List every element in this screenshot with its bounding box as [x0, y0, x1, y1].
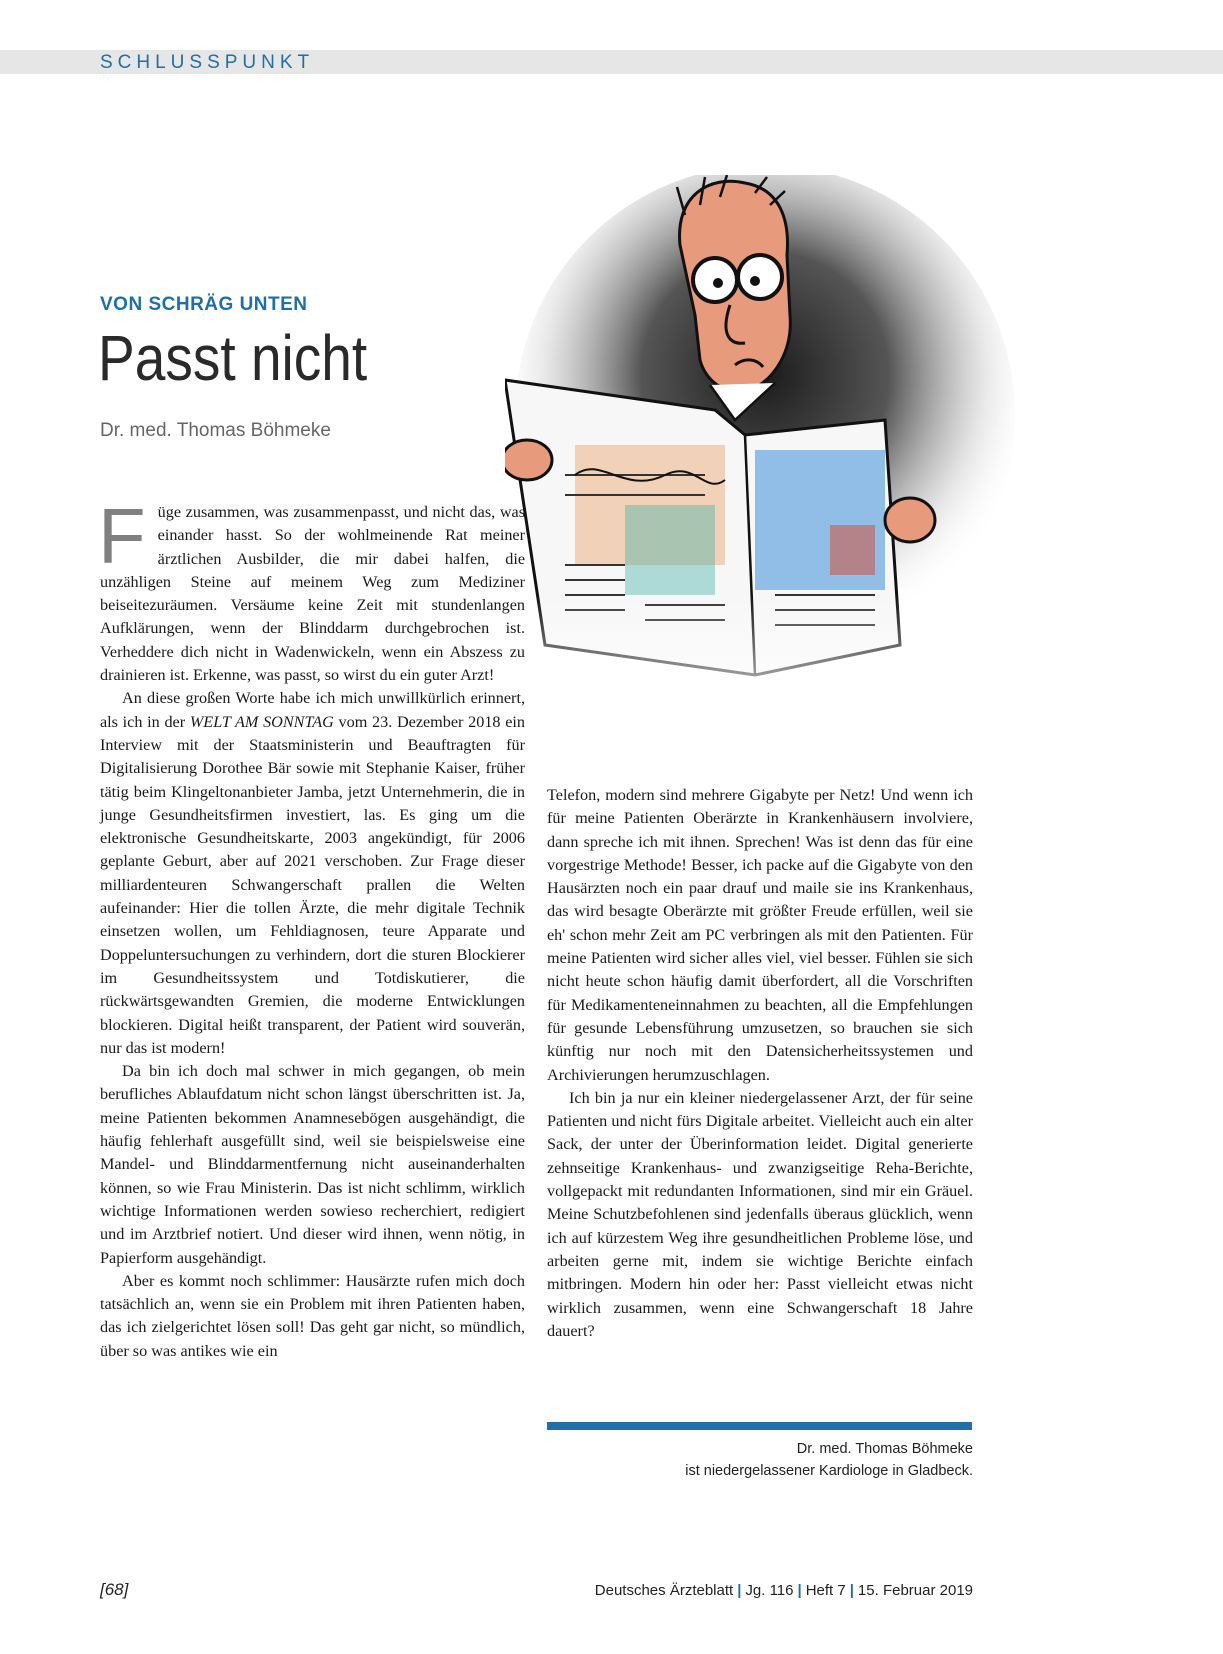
author-bio-rule	[547, 1422, 972, 1430]
section-label: SCHLUSSPUNKT	[100, 52, 315, 73]
column-right	[547, 784, 973, 1343]
column-left	[98, 492, 525, 1363]
journal-footer	[595, 1582, 973, 1599]
paragraph: Telefon, modern sind mehrere Gigabyte per Netz! Und wenn ich für meine Patienten Oberärzte in Krankenhäusern involviere, dann spreche ich mit ihnen. Sprechen! Was ist denn das für eine vorgestrige Methode! Besser, ich packe auf die Gigabyte von den Hausärzten noch ein paar drauf und maile sie ins Krankenhaus, das wird besagte Oberärzte mit größter Freude erfüllen, weil sie eh' schon mehr Zeit am PC verbringen als mit den Patienten. Für meine Patienten wird sicher alles viel, viel besser. Fühlen sie sich nicht heute schon häufig damit überfordert, all die Vorschriften für Medikamenteneinnahmen zu beachten, all die Empfehlungen für gesunde Lebensführung umzusetzen, so brauchen sie sich künftig nur noch mit den Datensicherheitssystemen und Archivierungen herumzuschlagen.	[547, 786, 973, 1084]
footer-separator: |	[737, 1582, 742, 1599]
newspaper-reader-cartoon-icon	[505, 175, 1025, 735]
page-number: [68]	[100, 1580, 129, 1599]
author-bio	[685, 1438, 973, 1482]
author-bio-text: ist niedergelassener Kardiologe in Gladbeck.	[685, 1463, 973, 1479]
byline: Dr. med. Thomas Böhmeke	[100, 420, 331, 441]
journal-volume: Jg. 116	[745, 1582, 794, 1599]
journal-date: 15. Februar 2019	[857, 1582, 973, 1599]
paragraph: An diese großen Worte habe ich mich unwillkürlich erinnert, als ich in der WELT AM SONNTAG vom 23. Dezember 2018 ein Interview mit der Staatsministerin und Beauftragten für Digitalisierung Dorothee Bär sowie mit Stephanie Kaiser, früher tätig beim Klingeltonanbieter Jamba, jetzt Unternehmerin, die in junge Gesundheitsfirmen investiert, las. Es ging um die elektronische Gesundheitskarte, 2003 angekündigt, für 2006 geplante Geburt, aber auf 2021 verschoben. Zur Frage dieser milliardenteuren Schwangerschaft prallen die Welten aufeinander: Hier die tollen Ärzte, die mehr digitale Technik einsetzen wollen, um Fehldiagnosen, teure Apparate und Doppeluntersuchungen zu verhindern, dort die sturen Blockierer im Gesundheitssystem und Totdiskutierer, die rückwärtsgewandten Gremien, die moderne Entwicklungen blockieren. Digital heißt transparent, der Patient wird souverän, nur das ist modern!	[100, 689, 525, 1057]
headline: Passt nicht	[98, 322, 368, 394]
paragraph: Aber es kommt noch schlimmer: Hausärzte rufen mich doch tatsächlich an, wenn sie ein Problem mit ihren Patienten haben, das ich zielgerichtet lösen soll! Das geht gar nicht, so mündlich, über so was antikes wie ein	[100, 1271, 525, 1360]
paragraph: Da bin ich doch mal schwer in mich gegangen, ob mein berufliches Ablaufdatum nicht schon längst überschritten ist. Ja, meine Patienten bekommen Anamnesebögen ausgehändigt, die häufig fehlerhaft ausgefüllt sind, weil sie beispielsweise eine Mandel- und Blinddarmentfernung nicht auseinanderhalten können, so wie Frau Ministerin. Das ist nicht schlimm, wirklich wichtige Informationen werden sowieso recherchiert, redigiert und im Arztbrief notiert. Und dieser wird ihnen, wenn nötig, in Papierform ausgehändigt.	[100, 1062, 525, 1267]
paragraph: Füge zusammen, was zusammenpasst, und nicht das, was einander hasst. So der wohlmeinende Rat meiner ärztlichen Ausbilder, die mir dabei halfen, die unzähligen Steine auf meinem Weg zum Mediziner beiseitezuräumen. Versäume keine Zeit mit stundenlangen Aufklärungen, wenn der Blinddarm durchgebrochen ist. Verheddere dich nicht in Wadenwickeln, wenn ein Abszess zu drainieren ist. Erkenne, was passt, so wirst du ein guter Arzt!	[98, 492, 525, 685]
dropcap: F	[98, 492, 146, 580]
kicker: VON SCHRÄG UNTEN	[100, 294, 308, 315]
footer-separator: |	[849, 1582, 854, 1599]
paragraph: Ich bin ja nur ein kleiner niedergelassener Arzt, der für seine Patienten und nicht fürs Digitale arbeitet. Vielleicht auch ein alter Sack, der unter der Überinformation leidet. Digital generierte zehnseitige Krankenhaus- und zwanzigseitige Reha-Berichte, vollgepackt mit redundanten Informationen, sind mir ein Gräuel. Meine Schutzbefohlenen sind jedenfalls überaus glücklich, wenn ich auf kürzestem Weg ihre gesundheitlichen Probleme löse, und arbeiten gerne mit, indem sie wichtige Berichte einfach mitbringen. Modern hin oder her: Passt vielleicht etwas nicht wirklich zusammen, wenn eine Schwangerschaft 18 Jahre dauert?	[547, 1088, 973, 1340]
footer-separator: |	[797, 1582, 802, 1599]
journal-name: Deutsches Ärzteblatt	[594, 1582, 734, 1599]
author-bio-name: Dr. med. Thomas Böhmeke	[796, 1441, 973, 1457]
journal-issue: Heft 7	[805, 1582, 846, 1599]
